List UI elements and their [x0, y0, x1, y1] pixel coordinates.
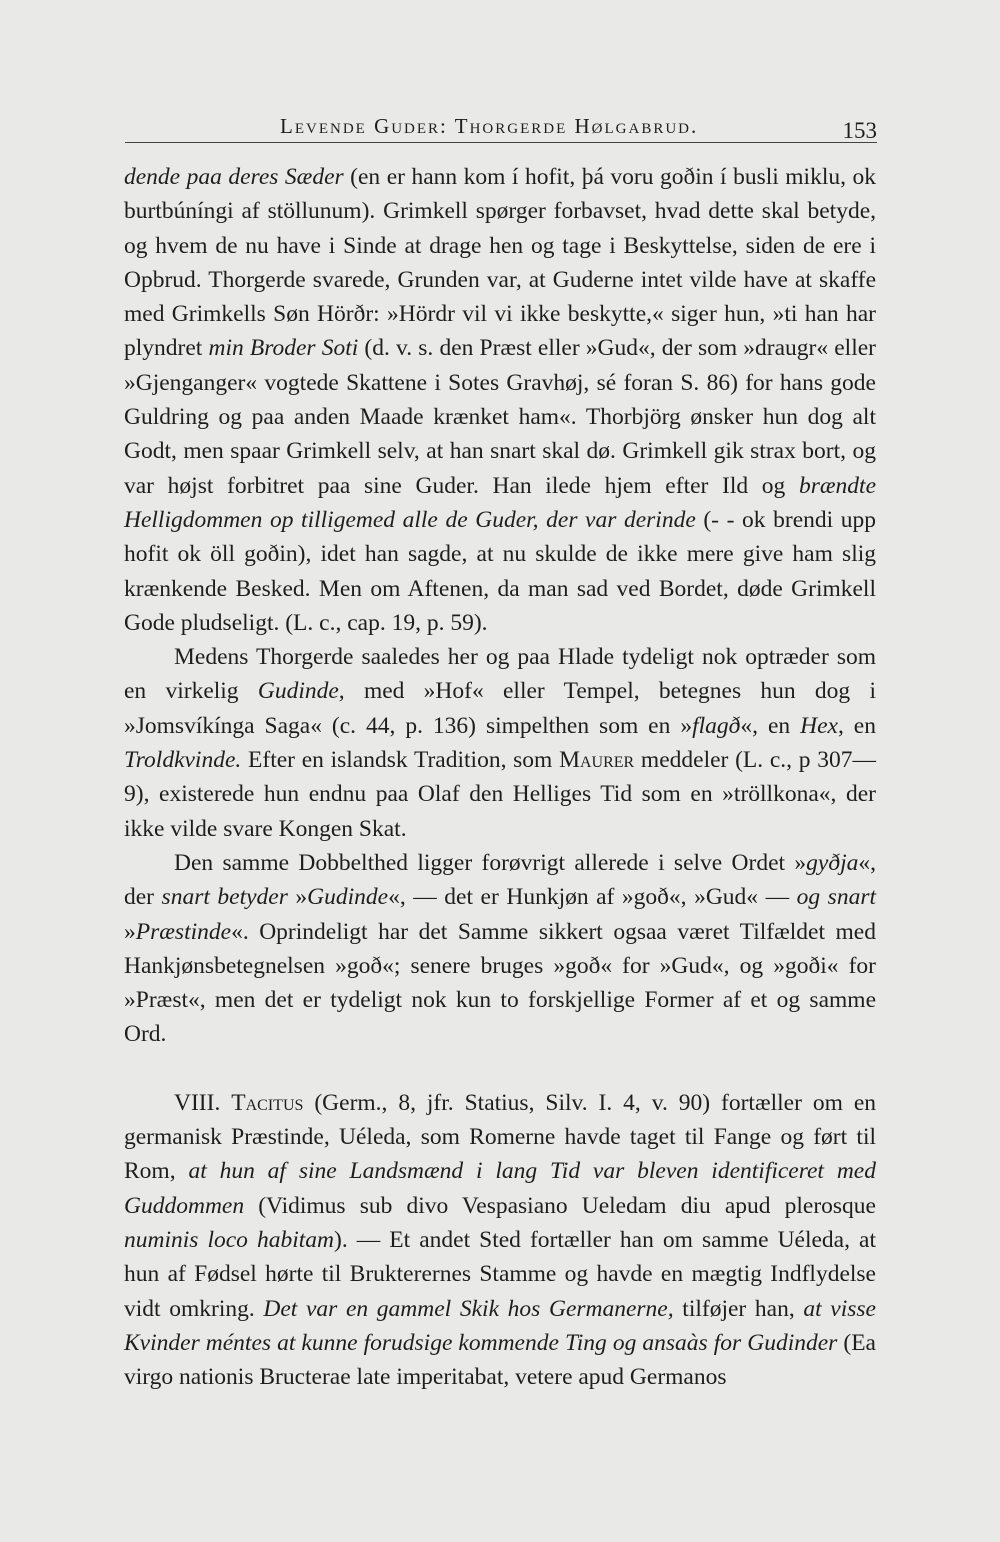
italic-text: Hex	[800, 712, 838, 739]
text-segment: (Vidimus sub divo Vespasiano Ueledam diu apud plerosque	[244, 1192, 876, 1219]
text-segment: ). — Et andet Sted fortæller han om samme Uéleda, at hun af Fødsel hørte til Brukterernes Stamme og havde en mægtig Indflydelse vidt omkring.	[124, 1226, 876, 1322]
text-segment: (d. v. s. den Præst eller »Gud«, der som »draugr« eller »Gjenganger« vogtede Skattene i Sotes Gravhøj, sé foran S. 86) for hans gode Guldring og paa anden Maade krænket ham«. Thorbjörg ønsker hun dog alt Godt, men spaar Grimkell selv, at han snart skal dø. Grimkell gik strax bort, og var højst forbitret paa sine Guder. Han ilede hjem efter Ild og	[124, 335, 876, 499]
italic-text: og snart	[796, 884, 876, 911]
text-segment: Efter en islandsk Tradition, som	[241, 747, 560, 774]
italic-text: numinis loco habitam	[124, 1226, 334, 1253]
italic-text: at visse Kvinder méntes at kunne forudsige kommende Ting og ansaàs for Gudinder	[124, 1295, 876, 1356]
italic-text: flagð	[692, 712, 741, 739]
text-segment: »	[287, 884, 308, 911]
text-segment: (en er hann kom í hofit, þá voru goðin í busli miklu, ok burtbúníngi af stöllunum). Grimkell spørger forbavset, hvad dette skal betyde, og hvem de nu have i Sinde at drage hen og tage i Beskyttelse, siden de ere i Opbrud. Thorgerde svarede, Grunden var, at Guderne intet vilde have at skaffe med Grimkells Søn Hörðr: »Hördr vil vi ikke beskytte,« siger hun, »ti han har plyndret	[124, 164, 876, 362]
italic-text: brændte Helligdommen op tilligemed alle de Guder, der var derinde	[124, 472, 876, 533]
italic-text: min Broder Soti	[208, 335, 359, 362]
text-segment: «, en	[740, 712, 801, 739]
text-segment: Den samme Dobbelthed ligger forøvrigt allerede i selve Ordet »	[174, 849, 807, 876]
paragraph-thorgerde-gudinde	[124, 640, 876, 846]
author-name: Tacitus	[231, 1089, 304, 1116]
italic-text: Præstinde	[135, 918, 232, 945]
running-title: Levende Guder: Thorgerde Hølgabrud.	[280, 114, 699, 138]
text-segment: «. Oprindeligt har det Samme sikkert ogsaa været Tilfældet med Hankjønsbetegnelsen »goð«; senere bruges »goð« for »Gud«, og »goði« for »Præst«, men det er tydeligt nok kun to forskjellige Former af et og samme Ord.	[124, 918, 876, 1048]
text-segment: (Germ., 8, jfr. Statius, Silv. I. 4, v. 90) fortæller om en germanisk Præstinde, Uéleda, som Romerne havde taget til Fange og ført til Rom,	[124, 1089, 876, 1185]
text-segment: VIII.	[174, 1089, 232, 1116]
italic-text: Gudinde	[307, 884, 389, 911]
italic-text: snart betyder	[161, 884, 288, 911]
author-name: Maurer	[559, 747, 635, 774]
italic-text: at hun af sine Landsmænd i lang Tid var bleven identificeret med Guddommen	[124, 1158, 876, 1219]
text-segment: «, der	[124, 849, 876, 911]
body-text	[124, 160, 876, 1394]
text-segment: «, — det er Hunkjøn af »goð«, »Gud« —	[388, 884, 797, 911]
text-segment: (Ea virgo nationis Bructerae late imperitabat, vetere apud Germanos	[124, 1329, 876, 1391]
italic-text: Gudinde,	[257, 678, 345, 705]
text-segment: meddeler (L. c., p 307—9), existerede hun endnu paa Olaf den Helliges Tid som en »tröllkona«, der ikke vilde svare Kongen Skat.	[124, 747, 877, 842]
text-segment: (- - ok brendi upp hofit ok öll goðin), idet han sagde, at nu skulde de ikke mere give ham slig krænkende Besked. Men om Aftenen, da man sad ved Bordet, døde Grimkell Gode pludseligt. (L. c., cap. 19, p. 59).	[124, 506, 876, 636]
paragraph-section-viii	[124, 1086, 876, 1395]
italic-text: Troldkvinde.	[124, 747, 242, 774]
italic-text: gyðja	[806, 849, 859, 876]
page-number: 153	[842, 118, 877, 143]
italic-text: dende paa deres Sæder	[124, 164, 344, 190]
paragraph-continuation	[124, 160, 876, 640]
text-segment: »	[124, 918, 136, 945]
text-segment: tilføjer han,	[673, 1295, 804, 1322]
text-segment: med »Hof« eller Tempel, betegnes hun dog i »Jomsvíkínga Saga« (c. 44, p. 136) simpelthen som en »	[124, 678, 876, 739]
page-header	[125, 110, 877, 143]
italic-text: Det var en gammel Skik hos Germanerne,	[263, 1295, 674, 1322]
paragraph-dobbelthed	[124, 846, 876, 1052]
text-segment: Medens Thorgerde saaledes her og paa Hlade tydeligt nok optræder som en virkelig	[124, 644, 876, 705]
text-segment: , en	[837, 712, 876, 739]
